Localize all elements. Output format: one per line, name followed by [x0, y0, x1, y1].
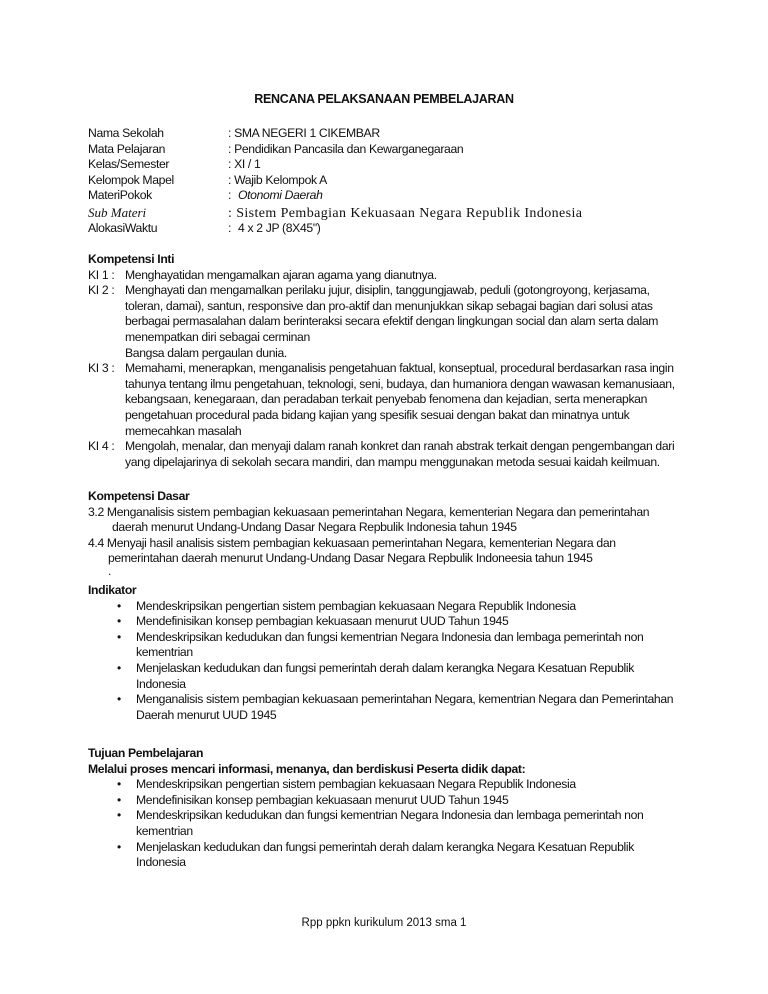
info-row-time [88, 221, 582, 237]
info-row-class [88, 157, 582, 173]
info-separator: : [228, 188, 232, 203]
info-value: Otonomi Daerah [238, 188, 323, 203]
bullet-icon: • [117, 808, 121, 823]
list-item-text: Menjelaskan kedudukan dan fungsi pemerintah derah dalam kerangka Negara Kesatuan Republik [136, 839, 634, 854]
bullet-icon: • [117, 660, 121, 675]
identity-table [88, 126, 582, 237]
ki-text: tahunya tentang ilmu pengetahuan, teknologi, seni, budaya, dan humaniora dengan wawasan kemanusiaan, [125, 376, 675, 391]
list-item [88, 661, 688, 677]
section-heading: Indikator [88, 583, 137, 597]
info-value: : Wajib Kelompok A [228, 172, 327, 187]
list-item-text: Menganalisis sistem pembagian kekuasaan pemerintahan Negara, kementrian Negara dan Pemerintahan [136, 692, 674, 707]
bullet-icon: • [117, 792, 121, 807]
info-label: Nama Sekolah [88, 126, 164, 140]
list-item-text: Indonesia [136, 855, 186, 870]
kd-text: daerah menurut Undang-Undang Dasar Negara Repbulik Indonesia tahun 1945 [112, 520, 517, 535]
document-title: RENCANA PELAKSANAAN PEMBELAJARAN [254, 92, 514, 106]
list-item-text: Daerah menurut UUD 1945 [136, 707, 277, 722]
info-row-topic [88, 188, 582, 204]
info-label: AlokasiWaktu [88, 220, 158, 235]
section-subheading: Melalui proses mencari informasi, menanya, dan berdiskusi Peserta didik dapat: [88, 761, 526, 776]
ki-item [88, 439, 688, 455]
ki-item [88, 361, 688, 377]
list-item-text: Indonesia [136, 676, 186, 691]
info-label: Kelompok Mapel [88, 172, 174, 187]
info-value: : Sistem Pembagian Kekuasaan Negara Republik Indonesia [228, 205, 583, 221]
page-footer: Rpp ppkn kurikulum 2013 sma 1 [301, 917, 467, 929]
info-row-group [88, 173, 582, 189]
section-heading: Kompetensi Inti [88, 252, 175, 266]
info-value: : Pendidikan Pancasila dan Kewarganegaraan [228, 141, 464, 156]
info-row-subject [88, 142, 582, 158]
ki-text: yang dipelajarinya di sekolah secara mandiri, dan mampu menggunakan metoda sesuai kaidah keilmuan. [125, 454, 660, 469]
core-competence-section [88, 252, 688, 470]
list-item-text: Menjelaskan kedudukan dan fungsi pemerintah derah dalam kerangka Negara Kesatuan Republik [136, 660, 634, 675]
ki-label: KI 1 : [88, 267, 115, 282]
list-item-text: kementrian [136, 645, 193, 660]
info-label: Sub Materi [88, 204, 147, 220]
bullet-icon: • [117, 777, 121, 792]
info-value: : SMA NEGERI 1 CIKEMBAR [228, 126, 380, 140]
info-label: Mata Pelajaran [88, 141, 166, 156]
list-item [88, 793, 688, 809]
kd-item: 4.4 Menyaji hasil analisis sistem pembagian kekuasaan pemerintahan Negara, kementerian Negara dan [88, 535, 616, 550]
ki-text: Memahami, menerapkan, menganalisis pengetahuan faktual, konseptual, procedural berdasarkan rasa ingin [125, 361, 674, 376]
learning-objectives-section [88, 746, 688, 871]
info-label: Kelas/Semester [88, 157, 170, 172]
list-item-text: Mendeskripsikan pengertian sistem pembagian kekuasaan Negara Republik Indonesia [136, 598, 576, 613]
kd-text: pemerintahan daerah menurut Undang-Undang Dasar Negara Repbulik Indoneesia tahun 1945 [108, 551, 593, 566]
ki-label: KI 2 : [88, 283, 115, 298]
ki-text: memecahkan masalah [125, 423, 242, 438]
ki-text: Mengolah, menalar, dan menyaji dalam ranah konkret dan ranah abstrak terkait dengan pengembangan dari [125, 439, 675, 454]
ki-text: Menghayatidan mengamalkan ajaran agama yang dianutnya. [125, 267, 437, 282]
info-row-school [88, 126, 582, 142]
ki-label: KI 4 : [88, 439, 115, 454]
list-item [88, 630, 688, 646]
info-value: 4 x 2 JP (8X45") [238, 220, 321, 235]
ki-item [88, 283, 688, 299]
ki-item [88, 268, 688, 284]
ki-text: menempatkan diri sebagai cerminan [125, 329, 310, 344]
list-item [88, 808, 688, 824]
ki-text: Bangsa dalam pergaulan dunia. [125, 345, 287, 360]
basic-competence-section [88, 489, 688, 576]
bullet-icon: • [117, 839, 121, 854]
list-item [88, 840, 688, 856]
bullet-icon: • [117, 692, 121, 707]
list-item-text: Mendeskripsikan pengertian sistem pembagian kekuasaan Negara Republik Indonesia [136, 777, 576, 792]
list-item-text: Mendefinisikan konsep pembagian kekuasaan menurut UUD Tahun 1945 [136, 792, 509, 807]
ki-text: toleran, damai), santun, responsive dan pro-aktif dan menunjukkan sikap sebagai bagian dari solusi atas [125, 298, 653, 313]
info-separator: : [228, 220, 232, 235]
bullet-icon: • [117, 629, 121, 644]
list-item [88, 614, 688, 630]
ki-text: pengetahuan procedural pada bidang kajian yang spesifik sesuai dengan bakat dan minatnya untuk [125, 407, 630, 422]
bullet-icon: • [117, 614, 121, 629]
bullet-icon: • [117, 598, 121, 613]
info-label: MateriPokok [88, 188, 152, 203]
kd-item: 3.2 Menganalisis sistem pembagian kekuasaan pemerintahan Negara, kementerian Negara dan pemerintahan [88, 504, 650, 519]
section-heading: Tujuan Pembelajaran [88, 746, 204, 760]
ki-text: kebangsaan, kenegaraan, dan peradaban terkait penyebab fenomena dan kejadian, serta menerapkan [125, 392, 648, 407]
list-item-text: Mendeskripsikan kedudukan dan fungsi kementrian Negara Indonesia dan lembaga pemerintah non [136, 629, 644, 644]
list-item [88, 692, 688, 708]
list-item-text: Mendeskripsikan kedudukan dan fungsi kementrian Negara Indonesia dan lembaga pemerintah non [136, 808, 644, 823]
trailing-dot: . [108, 563, 112, 578]
list-item-text: Mendefinisikan konsep pembagian kekuasaan menurut UUD Tahun 1945 [136, 614, 509, 629]
ki-label: KI 3 : [88, 361, 115, 376]
ki-text: berbagai permasalahan dalam berinteraksi secara efektif dengan lingkungan social dan alam serta dalam [125, 314, 659, 329]
list-item [88, 777, 688, 793]
indicator-section [88, 583, 688, 723]
ki-text: Menghayati dan mengamalkan perilaku jujur, disiplin, tanggungjawab, peduli (gotongroyong, kerjasama, [125, 283, 650, 298]
list-item-text: kementrian [136, 823, 193, 838]
info-row-subtopic [88, 204, 582, 221]
section-heading: Kompetensi Dasar [88, 489, 190, 503]
list-item [88, 599, 688, 615]
info-value: : XI / 1 [228, 157, 261, 172]
